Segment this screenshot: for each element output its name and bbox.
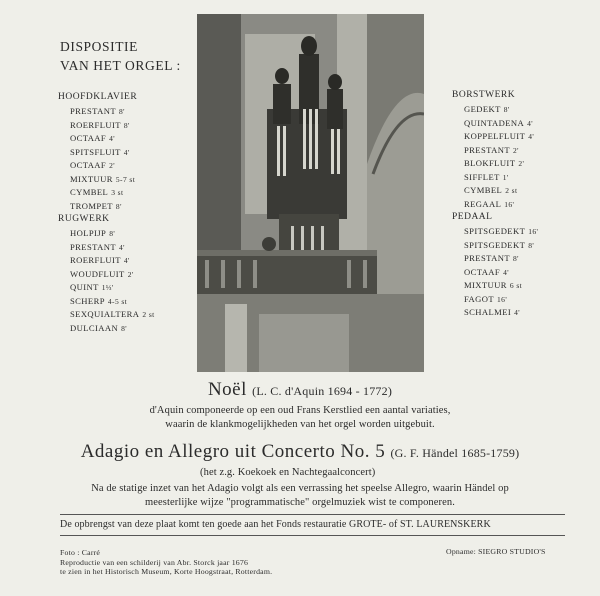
organ-stop — [464, 171, 534, 185]
piece-1-desc-line-2: waarin de klankmogelijkheden van het orgel worden uitgebuit. — [165, 419, 435, 430]
stop-size: 3 st — [111, 188, 124, 197]
stop-size: 2 st — [142, 310, 155, 319]
stop-size: 1⅓' — [101, 283, 114, 292]
stop-name: PRESTANT — [70, 106, 116, 116]
hoofdklavier-block — [58, 92, 137, 213]
organ-stop — [70, 308, 155, 322]
piece-1-heading — [0, 379, 600, 401]
stop-size: 2' — [518, 159, 525, 168]
stop-size: 8' — [123, 120, 130, 130]
organ-stop — [464, 293, 538, 307]
stop-name: CYMBEL — [70, 187, 109, 197]
stop-size: 8' — [512, 254, 519, 263]
stop-name: TROMPET — [70, 200, 113, 211]
stop-name: SCHALMEI — [464, 307, 512, 317]
heading-line-1: DISPOSITIE — [60, 39, 139, 54]
piece-2-subtitle: (het z.g. Koekoek en Nachtegaalconcert) — [200, 467, 376, 478]
organ-stop — [70, 268, 155, 282]
organ-stop — [464, 117, 534, 131]
stop-size: 2 st — [505, 186, 518, 195]
stop-size: 1' — [502, 172, 509, 182]
piece-2-title: Adagio en Allegro uit Concerto No. 5 — [80, 441, 386, 462]
stop-name: KOPPELFLUIT — [464, 131, 526, 141]
stop-name: FAGOT — [464, 293, 495, 304]
organ-stop — [464, 306, 538, 320]
stop-name: MIXTUUR — [70, 173, 113, 184]
stop-name: BLOKFLUIT — [464, 158, 516, 168]
stop-size: 4' — [118, 242, 125, 252]
stop-name: DULCIAAN — [70, 322, 119, 333]
proceeds-note: De opbrengst van deze plaat komt ten goede aan het Fonds restauratie GROTE- of ST. LAURENSKERK — [60, 519, 491, 530]
organ-stop — [464, 157, 534, 171]
photo-credits — [60, 548, 272, 577]
pedaal-title: PEDAAL — [452, 212, 493, 222]
heading-line-2: VAN HET ORGEL : — [60, 58, 181, 73]
stop-size: 4' — [514, 308, 521, 317]
organ-stop — [70, 281, 155, 295]
stop-name: PRESTANT — [70, 241, 116, 252]
organ-stop — [464, 103, 534, 117]
rugwerk-stop-list — [70, 227, 155, 335]
stop-size: 8' — [109, 229, 116, 238]
stop-name: ROERFLUIT — [70, 119, 121, 130]
stop-name: MIXTUUR — [464, 280, 507, 290]
stop-name: CYMBEL — [464, 185, 503, 195]
stop-size: 8' — [121, 323, 127, 333]
stop-size: 4' — [503, 267, 509, 277]
piece-2-desc-line-2: meesterlijke wijze "programmatische" orgelmuziek wist te componeren. — [145, 497, 455, 508]
stop-size: 6 st — [509, 281, 523, 290]
stop-size: 4' — [123, 147, 130, 157]
borstwerk-title: BORSTWERK — [452, 90, 516, 100]
repro-credit-line-2: te zien in het Historisch Museum, Korte Hoogstraat, Rotterdam. — [60, 567, 273, 576]
rugwerk-block — [58, 214, 155, 335]
stop-size: 4' — [109, 134, 115, 143]
piece-1-title: Noël — [207, 379, 247, 400]
stop-size: 2' — [109, 161, 115, 170]
piece-1-composer: (L. C. d'Aquin 1694 - 1772) — [252, 384, 393, 398]
stop-name: QUINT — [70, 282, 99, 292]
borstwerk-stop-list — [464, 103, 534, 211]
stop-name: SEXQUIALTERA — [70, 309, 140, 319]
organ-stop — [464, 144, 534, 158]
stop-name: OCTAAF — [464, 266, 501, 277]
hoofdklavier-stop-list — [70, 105, 137, 213]
organ-photo — [197, 14, 424, 372]
piece-1-desc-line-1: d'Aquin componeerde op een oud Frans Kerstlied een aantal variaties, — [149, 405, 451, 416]
organ-stop — [70, 173, 137, 187]
piece-2-desc-line-1: Na de statige inzet van het Adagio volgt als een verrassing het speelse Allegro, waarin Händel op — [91, 483, 509, 494]
organ-stop — [464, 279, 538, 293]
organ-stop — [70, 159, 137, 173]
organ-stop — [70, 119, 137, 133]
pedaal-block — [452, 212, 538, 320]
organ-stop — [70, 132, 137, 146]
divider-bottom — [60, 535, 565, 536]
organ-stop — [70, 200, 137, 214]
piece-2-composer: (G. F. Händel 1685-1759) — [390, 446, 520, 460]
stop-size: 4' — [123, 256, 130, 265]
stop-size: 2' — [512, 145, 519, 155]
organ-stop — [464, 225, 538, 239]
stop-size: 16' — [497, 294, 508, 304]
stop-name: PRESTANT — [464, 253, 510, 263]
stop-name: SPITSFLUIT — [70, 146, 121, 157]
stop-size: 8' — [503, 105, 510, 114]
piece-2-description — [0, 482, 600, 510]
organ-stop — [70, 241, 155, 255]
stop-name: GEDEKT — [464, 104, 501, 114]
foto-credit: Foto : Carré — [60, 548, 101, 557]
stop-name: SPITSGEDEKT — [464, 226, 526, 236]
stop-size: 5-7 st — [115, 174, 136, 184]
stop-name: OCTAAF — [70, 133, 107, 143]
organ-illustration — [197, 14, 424, 372]
organ-stop — [70, 254, 155, 268]
piece-1-description — [0, 404, 600, 432]
organ-stop — [464, 266, 538, 280]
organ-stop — [70, 322, 155, 336]
stop-size: 4' — [528, 132, 535, 141]
organ-stop — [70, 105, 137, 119]
hoofdklavier-title: HOOFDKLAVIER — [58, 92, 138, 102]
stop-size: 16' — [528, 227, 539, 236]
organ-stop — [70, 295, 155, 309]
stop-size: 16' — [504, 199, 515, 209]
stop-name: HOLPIJP — [70, 228, 107, 238]
repro-credit-line-1: Reproductie van een schilderij van Abr. Storck jaar 1676 — [60, 557, 249, 567]
organ-stop — [464, 252, 538, 266]
borstwerk-block — [452, 90, 534, 211]
stop-name: SPITSGEDEKT — [464, 239, 526, 250]
piece-2-heading — [0, 441, 600, 463]
stop-name: SCHERP — [70, 295, 105, 306]
stop-name: REGAAL — [464, 198, 502, 209]
organ-stop — [464, 184, 534, 198]
stop-name: OCTAAF — [70, 160, 107, 170]
organ-stop — [70, 227, 155, 241]
stop-name: SIFFLET — [464, 171, 500, 182]
stop-name: QUINTADENA — [464, 117, 525, 128]
pedaal-stop-list — [464, 225, 538, 320]
stop-size: 8' — [118, 107, 125, 116]
stop-size: 8' — [115, 201, 122, 211]
rugwerk-title: RUGWERK — [58, 214, 110, 224]
organ-stop — [464, 130, 534, 144]
organ-stop — [70, 146, 137, 160]
stop-name: ROERFLUIT — [70, 255, 121, 265]
organ-stop — [464, 198, 534, 212]
stop-size: 8' — [528, 240, 535, 250]
stop-size: 2' — [127, 269, 134, 279]
stop-size: 4' — [527, 118, 534, 128]
divider-top — [60, 514, 565, 515]
recording-credit: Opname: SIEGRO STUDIO'S — [446, 547, 546, 556]
stop-size: 4-5 st — [107, 296, 128, 306]
stop-name: WOUDFLUIT — [70, 268, 125, 279]
disposition-heading — [60, 37, 181, 75]
organ-stop — [70, 186, 137, 200]
organ-stop — [464, 239, 538, 253]
stop-name: PRESTANT — [464, 144, 510, 155]
